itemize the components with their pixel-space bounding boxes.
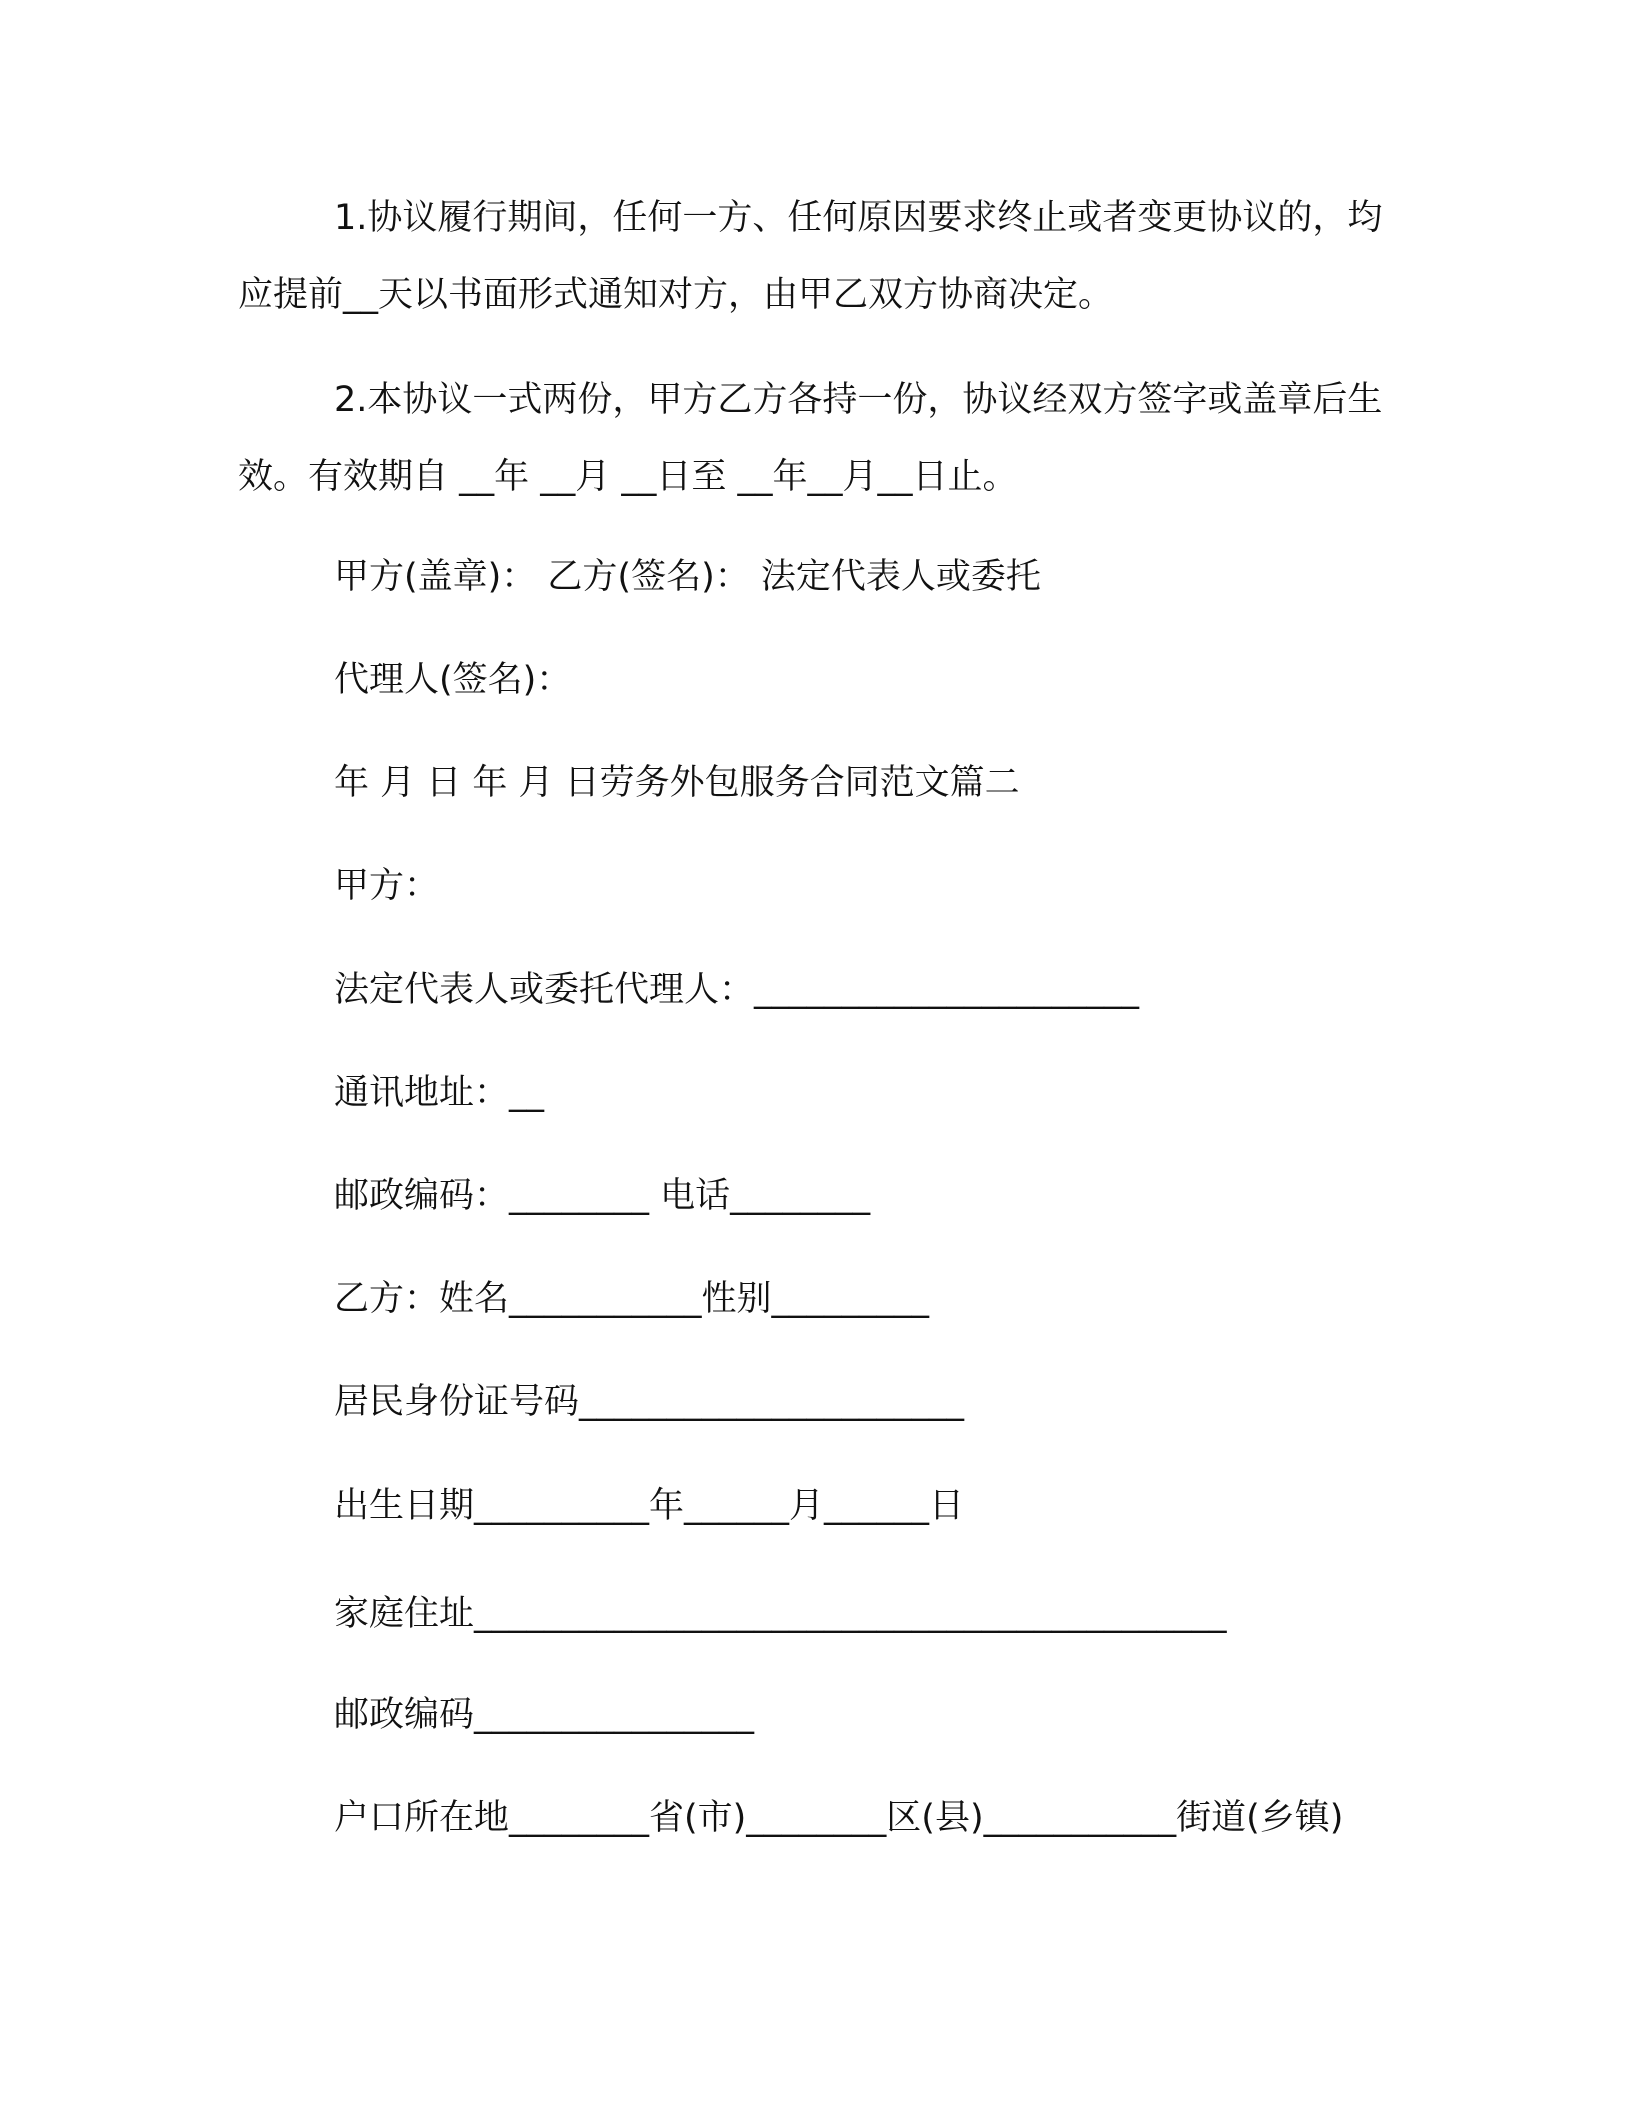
party-a-label: 甲方： [334,866,440,906]
birth-date-field: 出生日期__________年______月______日 [334,1486,965,1526]
home-address-field: 家庭住址___________________________________________ [334,1594,1227,1634]
legal-representative-field: 法定代表人或委托代理人：______________________ [334,970,1140,1010]
postal-code-phone-field: 邮政编码：________ 电话________ [334,1176,871,1216]
household-registration-field: 户口所在地________省(市)________区(县)___________街道(乡镇) [334,1798,1344,1838]
date-line-and-section-title: 年 月 日 年 月 日劳务外包服务合同范文篇二 [334,763,1020,803]
postal-code-field: 邮政编码________________ [334,1695,755,1735]
signature-line-parties: 甲方(盖章)： 乙方(签名)： 法定代表人或委托 [334,557,1041,597]
id-number-field: 居民身份证号码______________________ [334,1382,965,1422]
signature-line-agent: 代理人(签名)： [334,660,572,700]
mailing-address-field: 通讯地址：__ [334,1073,545,1113]
clause-2-paragraph: 2.本协议一式两份，甲方乙方各持一份，协议经双方签字或盖章后生效。有效期自 __年 __月 __日至 __年__月__日止。 [238,380,1383,497]
party-b-name-gender-field: 乙方：姓名___________性别_________ [334,1279,930,1319]
clause-1-paragraph: 1.协议履行期间，任何一方、任何原因要求终止或者变更协议的，均应提前__天以书面形式通知对方，由甲乙双方协商决定。 [238,198,1383,315]
